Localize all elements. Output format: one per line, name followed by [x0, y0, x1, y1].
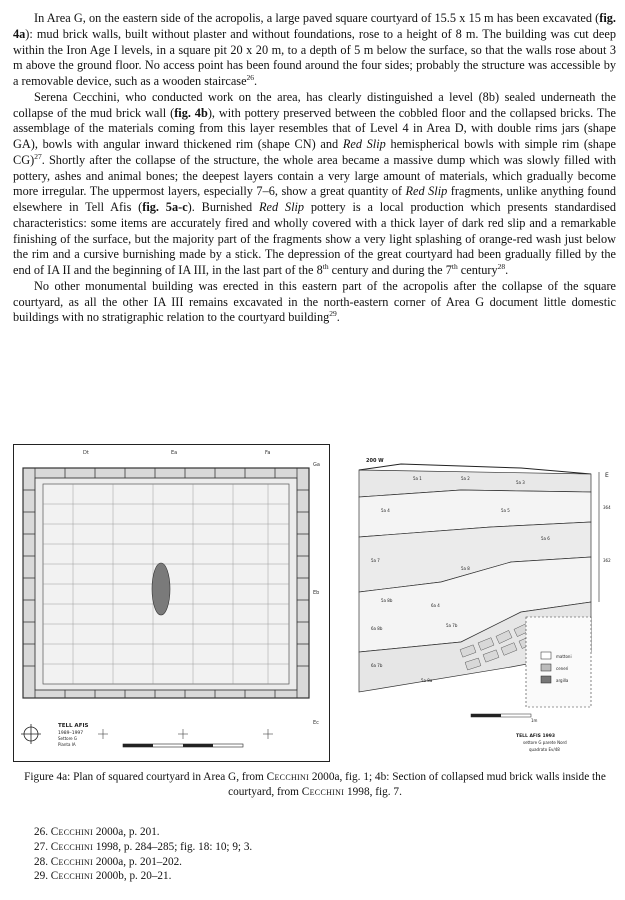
- grid-label: Ec: [313, 720, 319, 726]
- section-title: TELL AFIS 1993: [516, 734, 556, 739]
- footnote-number: 29.: [34, 870, 48, 883]
- text-run: Serena Cecchini, who conducted work on the area, has clearly distinguished a level (8b) sealed underneath the collapse of the mud brick wall (: [13, 89, 616, 120]
- footnote-author: Cecchini: [50, 855, 94, 868]
- footnote-number: 28.: [34, 855, 48, 868]
- italic-term: Red Slip: [405, 184, 448, 199]
- elevation-label: 362: [603, 558, 611, 563]
- paragraph-1: [13, 11, 616, 90]
- footnote: [34, 855, 594, 870]
- section-subtitle: settore G parete Nord: [523, 740, 567, 745]
- footnote: [34, 869, 594, 884]
- caption-author: Cecchini: [266, 771, 310, 783]
- grid-label: Dt: [83, 450, 89, 456]
- caption-text: 1998, fig. 7.: [344, 785, 402, 798]
- legend-item: argilla: [556, 678, 569, 683]
- text-run: .: [336, 310, 340, 325]
- footnote-number: 27.: [34, 840, 48, 853]
- ordinal-suffix: th: [451, 261, 458, 271]
- grid-label: Fa: [265, 450, 271, 456]
- body-text: [13, 11, 616, 326]
- text-run: century and during the 7: [328, 263, 452, 277]
- ordinal-suffix: th: [322, 261, 329, 271]
- footnote-ref: 26: [246, 72, 255, 82]
- text-run: hemispherical bowls with simple rim (shape CG): [13, 137, 616, 167]
- figure-4b-section: [341, 452, 621, 762]
- svg-text:6a 8b: 6a 8b: [371, 626, 383, 631]
- text-run: century: [457, 263, 498, 277]
- svg-text:5a 3: 5a 3: [516, 480, 525, 485]
- central-feature: [152, 563, 170, 615]
- text-run: fragments, unlike anything found elsewhere in Tell Afis (: [13, 184, 617, 214]
- footnote-text: 2000b, p. 20–21.: [93, 870, 172, 883]
- text-run: .: [254, 74, 258, 88]
- caption-author: Cecchini: [301, 785, 345, 798]
- figure-reference: fig. 4b: [174, 105, 208, 120]
- caption-text: 2000a, fig. 1; 4b: Section of collapsed mud brick walls inside the courtyard, from: [228, 771, 606, 798]
- scale-label: 1m: [531, 718, 538, 723]
- svg-text:5a 8b: 5a 8b: [381, 598, 393, 603]
- figure-reference: fig. 5a-c: [142, 200, 188, 214]
- section-legend: [541, 652, 572, 683]
- svg-text:5a 1: 5a 1: [413, 476, 422, 481]
- wall-section: [526, 617, 591, 707]
- text-run: In Area G, on the eastern side of the acropolis, a large paved square courtyard of 15.5 x 15 m has been excavated (: [34, 11, 600, 25]
- svg-text:6a 4: 6a 4: [431, 603, 440, 608]
- caption-text: Figure 4a: Plan of squared courtyard in Area G, from: [24, 771, 267, 783]
- plan-title: TELL AFIS: [58, 723, 89, 729]
- figure-reference: fig. 4a: [13, 11, 616, 41]
- italic-term: Red Slip: [342, 137, 386, 151]
- text-run: ): mud brick walls, built without plaster and without foundations, rose to a height of 8 m. The building was cut deep within the Iron Age I levels, in a square pit 20 x 20 m, to a depth of 5 m below the surface, so that the walls rose about 3 m above the ground floor. No access point has been found around the four sides; probably the structure was accessible by a removable device, such as a wooden staircase: [13, 26, 616, 88]
- footnote-ref: 28: [497, 261, 506, 271]
- legend-item: mattoni: [556, 654, 572, 659]
- footnote-ref: 29: [329, 309, 337, 319]
- figure-caption: [20, 770, 610, 799]
- text-run: . Shortly after the collapse of the structure, the whole area became a massive dump which was slowly filled with pottery, ashes and animal bones; the deepest layers contain a very large amount of materials, which gradually become more irregular. The uppermost layers, especially 7–6, show a great quantity of: [13, 152, 616, 199]
- svg-text:5a 7: 5a 7: [371, 558, 380, 563]
- footnote-text: 2000a, p. 201–202.: [93, 855, 182, 868]
- section-right-label: E: [605, 472, 609, 479]
- text-run: ). Burnished: [187, 200, 259, 214]
- text-run: pottery is a local production which presents standardised characteristics: some items are accurately fired and wholly covered with a thick layer of dark red slip and a remarkable finishing of the surface, but the majority part of the fragments show a very light splashing of orange-red wash just below the rim and a cursive burnishing made by a stick. The depression of the great courtyard had been gradually filled by the end of IA II and the beginning of IA III, in the last part of the 8: [13, 200, 616, 277]
- svg-text:5a 4: 5a 4: [381, 508, 390, 513]
- svg-text:5a 8: 5a 8: [461, 566, 470, 571]
- footnote: [34, 840, 594, 855]
- footnote: [34, 825, 594, 840]
- text-run: .: [505, 263, 509, 277]
- section-top-label: 200 W: [366, 458, 384, 464]
- footnotes: [34, 825, 594, 884]
- text-run: No other monumental building was erected in this eastern part of the acropolis after the collapse of the square courtyard, as all the other IA III remains excavated in the north-eastern corner of Area G document little domestic buildings with no stratigraphic relation to the courtyard building: [13, 278, 616, 325]
- elevation-label: 364: [603, 505, 611, 510]
- grid-label: Eb: [313, 590, 320, 596]
- figure-4: [13, 444, 616, 764]
- footnote-author: Cecchini: [50, 826, 94, 838]
- grid-label: Ga: [313, 462, 320, 468]
- footnote-text: 2000a, p. 201.: [93, 826, 160, 838]
- section-subtitle: quadrato Ev/48: [529, 747, 560, 752]
- paragraph-3: [13, 279, 616, 326]
- svg-text:5a 2: 5a 2: [461, 476, 470, 481]
- svg-text:5a 8a: 5a 8a: [421, 678, 433, 683]
- grid-label: Ea: [171, 450, 178, 456]
- footnote-ref: 27: [34, 151, 42, 161]
- plan-subtitle: Pianta IA: [58, 742, 76, 747]
- figure-4a-plan: [13, 444, 330, 762]
- svg-text:6a 7b: 6a 7b: [371, 663, 383, 668]
- text-run: ), with pottery preserved between the cobbled floor and the collapsed bricks. The assemblage of the materials coming from this layer resembles that of Level 4 in Area D, with double rims jars (shape GA), bowls with angular inward thickened rim (shape CN) and: [13, 105, 617, 151]
- svg-text:5a 7b: 5a 7b: [446, 623, 458, 628]
- svg-text:5a 6: 5a 6: [541, 536, 550, 541]
- footnote-text: 1998, p. 284–285; fig. 18: 10; 9; 3.: [93, 840, 253, 853]
- paragraph-2: [13, 90, 616, 279]
- plan-years: 1989–1997: [58, 731, 84, 736]
- legend-item: ceneri: [556, 666, 569, 671]
- plan-subtitle: Settore G: [58, 736, 77, 741]
- svg-text:5a 5: 5a 5: [501, 508, 510, 513]
- footnote-author: Cecchini: [50, 840, 94, 853]
- footnote-author: Cecchini: [50, 870, 94, 883]
- footnote-number: 26.: [34, 826, 48, 838]
- italic-term: Red Slip: [259, 200, 305, 214]
